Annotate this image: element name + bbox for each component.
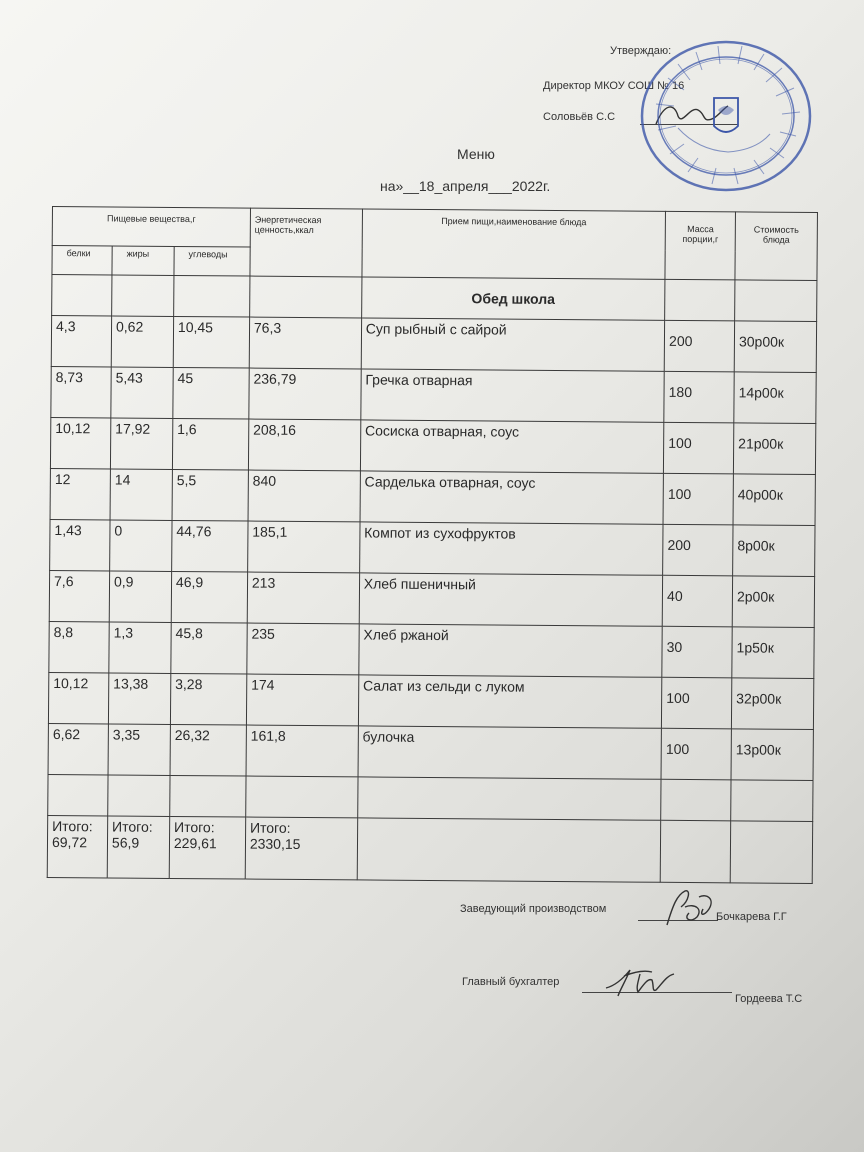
cell-name: Хлеб ржаной bbox=[359, 624, 663, 677]
header-nutrients: Пищевые вещества,г bbox=[52, 207, 250, 248]
cell-fat: 0,62 bbox=[111, 316, 173, 367]
cell-protein: 7,6 bbox=[49, 570, 109, 621]
cell-price: 14р00к bbox=[734, 372, 816, 424]
cell-name: Гречка отварная bbox=[361, 369, 665, 422]
cell-mass: 100 bbox=[663, 473, 733, 525]
cell-price: 30р00к bbox=[734, 321, 816, 373]
cell-energy: 174 bbox=[246, 674, 358, 726]
cell-mass: 100 bbox=[664, 422, 734, 474]
total-protein bbox=[47, 815, 107, 877]
cell-energy: 161,8 bbox=[246, 725, 358, 777]
cell-price: 2р00к bbox=[732, 576, 814, 628]
approval-director: Директор МКОУ СОШ № 16 bbox=[543, 80, 685, 92]
cell-energy: 840 bbox=[248, 470, 360, 522]
total-carbs-value: 229,61 bbox=[173, 834, 217, 852]
cell-protein: 12 bbox=[50, 468, 110, 519]
totals-row bbox=[47, 815, 812, 883]
cell-fat: 0,9 bbox=[109, 571, 171, 622]
header-carbs: углеводы bbox=[174, 246, 250, 276]
accountant-name: Гордеева Т.С bbox=[735, 993, 803, 1005]
cell-price: 32р00к bbox=[731, 678, 813, 730]
cell-carbs: 46,9 bbox=[171, 571, 247, 623]
cell-name: Компот из сухофруктов bbox=[359, 522, 663, 575]
accountant-title: Главный бухгалтер bbox=[462, 976, 560, 988]
cell-protein: 10,12 bbox=[48, 672, 108, 723]
total-fat bbox=[107, 816, 169, 878]
empty-row bbox=[48, 774, 813, 821]
cell-name: Суп рыбный с сайрой bbox=[361, 318, 665, 371]
cell-energy: 185,1 bbox=[247, 521, 359, 573]
cell-mass: 200 bbox=[664, 320, 734, 372]
cell-mass: 30 bbox=[662, 626, 732, 678]
cell-energy: 235 bbox=[247, 623, 359, 675]
cell-fat: 1,3 bbox=[109, 622, 171, 673]
manager-name: Бочкарева Г.Г bbox=[716, 911, 787, 923]
cell-energy: 208,16 bbox=[248, 419, 360, 471]
manager-signature bbox=[655, 885, 725, 930]
cell-protein: 1,43 bbox=[50, 519, 110, 570]
cell-fat: 14 bbox=[110, 469, 172, 520]
total-energy bbox=[245, 817, 357, 880]
cell-protein: 8,8 bbox=[49, 621, 109, 672]
cell-mass: 180 bbox=[664, 371, 734, 423]
total-fat-label: Итого: bbox=[112, 818, 153, 835]
cell-name: Хлеб пшеничный bbox=[359, 573, 663, 626]
cell-price: 21р00к bbox=[733, 423, 815, 475]
total-energy-label: Итого: bbox=[249, 819, 291, 836]
cell-price: 1р50к bbox=[732, 627, 814, 679]
cell-price: 13р00к bbox=[731, 729, 813, 781]
total-carbs-label: Итого: bbox=[173, 818, 215, 836]
header-protein: белки bbox=[52, 246, 112, 275]
total-fat-value: 56,9 bbox=[111, 834, 140, 851]
cell-carbs: 10,45 bbox=[173, 316, 249, 368]
total-carbs bbox=[169, 816, 245, 879]
table-row bbox=[49, 621, 814, 678]
cell-protein: 10,12 bbox=[50, 417, 110, 468]
cell-name: Салат из сельди с луком bbox=[358, 675, 662, 728]
total-energy-value: 2330,15 bbox=[249, 835, 301, 852]
table-row bbox=[48, 723, 813, 780]
approval-name: Соловьёв С.С bbox=[543, 111, 616, 123]
cell-name: Сарделька отварная, соус bbox=[360, 471, 664, 524]
cell-energy: 236,79 bbox=[249, 368, 361, 420]
cell-mass: 100 bbox=[661, 728, 731, 780]
header-energy: Энергетическая ценность,ккал bbox=[250, 208, 362, 277]
cell-fat: 0 bbox=[110, 520, 172, 571]
cell-carbs: 45 bbox=[173, 367, 249, 419]
cell-carbs: 1,6 bbox=[172, 418, 248, 470]
official-seal-stamp bbox=[638, 38, 814, 194]
cell-carbs: 5,5 bbox=[172, 469, 248, 521]
cell-carbs: 44,76 bbox=[172, 520, 248, 572]
cell-mass: 100 bbox=[662, 677, 732, 729]
section-title: Обед школа bbox=[361, 277, 665, 320]
cell-carbs: 3,28 bbox=[170, 673, 246, 725]
cell-protein: 6,62 bbox=[48, 723, 108, 774]
accountant-signature bbox=[600, 960, 690, 1000]
cell-fat: 13,38 bbox=[108, 673, 170, 724]
header-mass: Масса порции,г bbox=[665, 211, 735, 280]
menu-rows bbox=[48, 316, 817, 781]
cell-price: 8р00к bbox=[733, 525, 815, 577]
approval-title: Утверждаю: bbox=[610, 45, 672, 57]
cell-fat: 5,43 bbox=[111, 367, 173, 418]
section-row bbox=[52, 275, 817, 322]
header-fat: жиры bbox=[112, 246, 174, 275]
page-title: Меню bbox=[457, 146, 495, 162]
table-row bbox=[51, 316, 816, 373]
header-price: Стоимость блюда bbox=[735, 212, 817, 281]
total-protein-value: 69,72 bbox=[51, 834, 88, 851]
menu-table bbox=[47, 206, 818, 884]
table-row bbox=[50, 417, 815, 474]
cell-price: 40р00к bbox=[733, 474, 815, 526]
cell-mass: 200 bbox=[663, 524, 733, 576]
table-header-row bbox=[52, 207, 817, 252]
manager-title: Заведующий производством bbox=[460, 903, 607, 915]
cell-energy: 213 bbox=[247, 572, 359, 624]
cell-mass: 40 bbox=[662, 575, 732, 627]
cell-energy: 76,3 bbox=[249, 317, 361, 369]
cell-fat: 17,92 bbox=[110, 418, 172, 469]
cell-carbs: 26,32 bbox=[170, 724, 246, 776]
table-row bbox=[51, 366, 816, 423]
table-row bbox=[48, 672, 813, 729]
cell-name: булочка bbox=[358, 726, 662, 779]
cell-carbs: 45,8 bbox=[171, 622, 247, 674]
total-protein-label: Итого: bbox=[52, 818, 93, 835]
cell-protein: 4,3 bbox=[51, 316, 111, 367]
cell-protein: 8,73 bbox=[51, 366, 111, 417]
table-row bbox=[50, 519, 815, 576]
table-row bbox=[50, 468, 815, 525]
cell-fat: 3,35 bbox=[108, 724, 170, 775]
cell-name: Сосиска отварная, соус bbox=[360, 420, 664, 473]
table-row bbox=[49, 570, 814, 627]
header-dish: Прием пищи,наименование блюда bbox=[362, 209, 666, 279]
menu-date: на»__18_апреля___2022г. bbox=[380, 178, 551, 194]
